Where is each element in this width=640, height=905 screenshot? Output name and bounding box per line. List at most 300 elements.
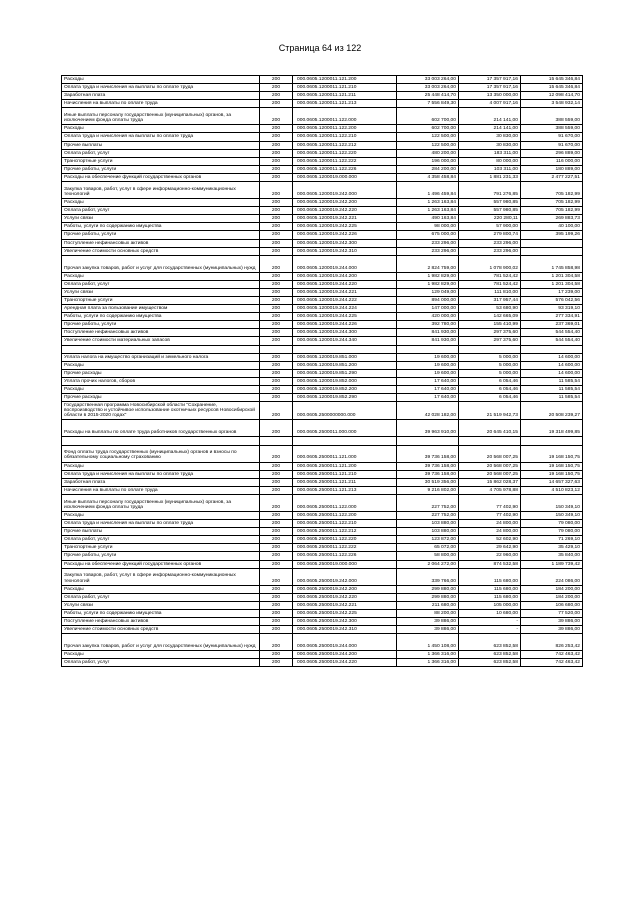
executed-amount-cell: 103 311,00: [459, 165, 521, 173]
unexecuted-amount-cell: 14 600,00: [521, 353, 583, 361]
approved-amount-cell: 30 519 356,00: [397, 478, 459, 486]
approved-amount-cell: 233 296,00: [397, 247, 459, 255]
line-code-cell: 200: [260, 420, 293, 437]
line-name-cell: Фонд оплаты труда государственных (муниципальных) органов и взносы по обязательному социальному страхованию: [62, 445, 260, 462]
table-row: [62, 462, 583, 470]
approved-amount-cell: 1 982 829,00: [397, 272, 459, 280]
approved-amount-cell: 841 930,00: [397, 337, 459, 345]
executed-amount-cell: 6 054,46: [459, 377, 521, 385]
budget-classification-cell: 000.0605.1200019.242.220: [293, 207, 397, 215]
approved-amount-cell: 17 640,00: [397, 394, 459, 402]
line-code-cell: 200: [260, 247, 293, 255]
table-row: [62, 321, 583, 329]
executed-amount-cell: 297 375,60: [459, 329, 521, 337]
unexecuted-amount-cell: [521, 247, 583, 255]
table-row: [62, 369, 583, 377]
executed-amount-cell: 233 296,00: [459, 239, 521, 247]
table-row: [62, 361, 583, 369]
unexecuted-amount-cell: 1 745 858,98: [521, 255, 583, 272]
budget-classification-cell: 000.0605.2500011.122.200: [293, 511, 397, 519]
unexecuted-amount-cell: 180 889,00: [521, 165, 583, 173]
line-code-cell: 200: [260, 386, 293, 394]
line-code-cell: 200: [260, 494, 293, 511]
executed-amount-cell: 233 296,00: [459, 247, 521, 255]
line-code-cell: [260, 345, 293, 353]
table-row: [62, 125, 583, 133]
table-row: [62, 165, 583, 173]
approved-amount-cell: 65 072,00: [397, 544, 459, 552]
approved-amount-cell: 39 736 158,00: [397, 462, 459, 470]
budget-classification-cell: 000.0605.1200019.244.221: [293, 288, 397, 296]
line-name-cell: Арендная плата за пользование имуществом: [62, 305, 260, 313]
budget-classification-cell: 000.0605.1200011.121.213: [293, 100, 397, 108]
line-code-cell: 200: [260, 617, 293, 625]
line-name-cell: [62, 437, 260, 445]
line-name-cell: Работы, услуги по содержанию имущества: [62, 313, 260, 321]
line-code-cell: 200: [260, 361, 293, 369]
approved-amount-cell: 2 064 272,00: [397, 560, 459, 568]
approved-amount-cell: 33 003 264,00: [397, 84, 459, 92]
budget-classification-cell: 000.0605.2500019.244.200: [293, 651, 397, 659]
unexecuted-amount-cell: 106 680,00: [521, 601, 583, 609]
executed-amount-cell: 623 852,58: [459, 634, 521, 651]
approved-amount-cell: 19 600,00: [397, 361, 459, 369]
approved-amount-cell: 39 736 158,00: [397, 470, 459, 478]
approved-amount-cell: 299 880,00: [397, 585, 459, 593]
table-row: [62, 141, 583, 149]
budget-classification-cell: 000.0605.2500019.244.000: [293, 634, 397, 651]
executed-amount-cell: 10 680,00: [459, 609, 521, 617]
line-name-cell: Увеличение стоимости материальных запасов: [62, 337, 260, 345]
executed-amount-cell: 21 519 942,73: [459, 402, 521, 420]
line-code-cell: 200: [260, 369, 293, 377]
approved-amount-cell: 894 000,00: [397, 296, 459, 304]
approved-amount-cell: 42 028 182,00: [397, 402, 459, 420]
budget-classification-cell: 000.0605.1200019.242.226: [293, 231, 397, 239]
line-code-cell: 200: [260, 149, 293, 157]
line-code-cell: 200: [260, 207, 293, 215]
approved-amount-cell: 392 780,00: [397, 321, 459, 329]
budget-classification-cell: [293, 437, 397, 445]
approved-amount-cell: 19 600,00: [397, 369, 459, 377]
line-name-cell: Иные выплаты персоналу государственных (муниципальных) органов, за исключением фонда оплаты труда: [62, 108, 260, 125]
unexecuted-amount-cell: 184 200,00: [521, 585, 583, 593]
unexecuted-amount-cell: 1 189 739,42: [521, 560, 583, 568]
table-row: [62, 478, 583, 486]
line-name-cell: Расходы: [62, 361, 260, 369]
line-name-cell: Закупка товаров, работ, услуг в сфере информационно-коммуникационных технологий: [62, 182, 260, 199]
table-row: [62, 568, 583, 585]
executed-amount-cell: 111 810,00: [459, 288, 521, 296]
approved-amount-cell: 284 200,00: [397, 165, 459, 173]
approved-amount-cell: 1 450 108,00: [397, 634, 459, 651]
executed-amount-cell: 623 852,58: [459, 651, 521, 659]
budget-classification-cell: 000.0605.2500011.121.200: [293, 462, 397, 470]
budget-classification-cell: 000.0605.1200019.242.200: [293, 199, 397, 207]
approved-amount-cell: 39 963 910,00: [397, 420, 459, 437]
unexecuted-amount-cell: 742 463,42: [521, 659, 583, 667]
unexecuted-amount-cell: 705 182,99: [521, 182, 583, 199]
line-name-cell: Услуги связи: [62, 601, 260, 609]
line-name-cell: Расходы: [62, 386, 260, 394]
executed-amount-cell: 115 680,00: [459, 568, 521, 585]
executed-amount-cell: 6 054,46: [459, 394, 521, 402]
executed-amount-cell: 279 800,74: [459, 231, 521, 239]
line-name-cell: [62, 345, 260, 353]
table-row: [62, 215, 583, 223]
line-name-cell: Прочие работы, услуги: [62, 321, 260, 329]
line-name-cell: Расходы на обеспечение функций государственных органов: [62, 560, 260, 568]
executed-amount-cell: 20 568 007,25: [459, 445, 521, 462]
executed-amount-cell: 20 645 410,15: [459, 420, 521, 437]
line-code-cell: 200: [260, 173, 293, 181]
line-name-cell: Расходы: [62, 199, 260, 207]
line-code-cell: 200: [260, 133, 293, 141]
budget-classification-cell: 000.0605.2500011.122.226: [293, 552, 397, 560]
line-name-cell: Прочие расходы: [62, 394, 260, 402]
budget-classification-cell: 000.0605.1200011.122.200: [293, 125, 397, 133]
line-code-cell: [260, 437, 293, 445]
line-name-cell: Прочие выплаты: [62, 528, 260, 536]
line-code-cell: 200: [260, 511, 293, 519]
line-name-cell: Поступление нефинансовых активов: [62, 239, 260, 247]
unexecuted-amount-cell: [521, 239, 583, 247]
unexecuted-amount-cell: 14 657 327,63: [521, 478, 583, 486]
unexecuted-amount-cell: 12 098 414,70: [521, 92, 583, 100]
line-code-cell: 200: [260, 552, 293, 560]
executed-amount-cell: 874 532,58: [459, 560, 521, 568]
budget-classification-cell: 000.0605.1200011.122.212: [293, 141, 397, 149]
line-code-cell: 200: [260, 215, 293, 223]
unexecuted-amount-cell: 1 201 304,58: [521, 272, 583, 280]
table-row: [62, 445, 583, 462]
executed-amount-cell: 17 357 917,16: [459, 76, 521, 84]
budget-classification-cell: 000.0605.1200019.244.300: [293, 329, 397, 337]
approved-amount-cell: 39 736 158,00: [397, 445, 459, 462]
executed-amount-cell: 15 862 028,37: [459, 478, 521, 486]
executed-amount-cell: 115 680,00: [459, 585, 521, 593]
budget-classification-cell: [293, 345, 397, 353]
line-code-cell: 200: [260, 659, 293, 667]
unexecuted-amount-cell: 79 080,00: [521, 528, 583, 536]
table-row: [62, 634, 583, 651]
table-row: [62, 437, 583, 445]
unexecuted-amount-cell: 71 269,10: [521, 536, 583, 544]
unexecuted-amount-cell: 150 349,10: [521, 494, 583, 511]
table-row: [62, 247, 583, 255]
table-row: [62, 585, 583, 593]
executed-amount-cell: 17 357 917,16: [459, 84, 521, 92]
unexecuted-amount-cell: 19 318 499,85: [521, 420, 583, 437]
unexecuted-amount-cell: 826 253,42: [521, 634, 583, 651]
line-name-cell: Расходы: [62, 272, 260, 280]
approved-amount-cell: 33 003 264,00: [397, 76, 459, 84]
executed-amount-cell: 52 602,90: [459, 536, 521, 544]
line-code-cell: 200: [260, 651, 293, 659]
approved-amount-cell: 1 366 316,00: [397, 651, 459, 659]
line-name-cell: Уплата налога на имущество организаций и земельного налога: [62, 353, 260, 361]
budget-classification-cell: 000.0605.2500011.121.000: [293, 445, 397, 462]
unexecuted-amount-cell: 576 042,56: [521, 296, 583, 304]
unexecuted-amount-cell: 39 886,00: [521, 626, 583, 634]
executed-amount-cell: 557 980,85: [459, 199, 521, 207]
line-code-cell: 200: [260, 84, 293, 92]
line-code-cell: 200: [260, 288, 293, 296]
executed-amount-cell: 155 410,99: [459, 321, 521, 329]
budget-classification-cell: 000.0605.1200019.851.200: [293, 361, 397, 369]
unexecuted-amount-cell: 15 645 346,84: [521, 84, 583, 92]
line-name-cell: Расходы на выплаты по оплате труда работников государственных органов: [62, 420, 260, 437]
unexecuted-amount-cell: 705 182,99: [521, 199, 583, 207]
line-code-cell: 200: [260, 199, 293, 207]
approved-amount-cell: 17 640,00: [397, 377, 459, 385]
table-row: [62, 173, 583, 181]
executed-amount-cell: 24 800,00: [459, 520, 521, 528]
line-code-cell: 200: [260, 76, 293, 84]
line-name-cell: Транспортные услуги: [62, 544, 260, 552]
approved-amount-cell: 299 880,00: [397, 593, 459, 601]
table-row: [62, 76, 583, 84]
line-code-cell: 200: [260, 394, 293, 402]
line-name-cell: Заработная плата: [62, 478, 260, 486]
line-code-cell: 200: [260, 223, 293, 231]
executed-amount-cell: 4 705 978,88: [459, 486, 521, 494]
approved-amount-cell: 1 366 316,00: [397, 659, 459, 667]
approved-amount-cell: 98 000,00: [397, 223, 459, 231]
executed-amount-cell: 57 900,00: [459, 223, 521, 231]
table-row: [62, 536, 583, 544]
budget-classification-cell: 000.0605.1200019.244.222: [293, 296, 397, 304]
executed-amount-cell: 1 078 900,02: [459, 255, 521, 272]
line-code-cell: 200: [260, 272, 293, 280]
table-row: [62, 313, 583, 321]
table-row: [62, 617, 583, 625]
unexecuted-amount-cell: 79 080,00: [521, 520, 583, 528]
line-code-cell: 200: [260, 353, 293, 361]
approved-amount-cell: 1 496 459,84: [397, 182, 459, 199]
line-name-cell: Иные выплаты персоналу государственных (муниципальных) органов, за исключением фонда оплаты труда: [62, 494, 260, 511]
line-code-cell: 200: [260, 313, 293, 321]
line-name-cell: Оплата работ, услуг: [62, 659, 260, 667]
budget-classification-cell: 000.0605.1200019.244.000: [293, 255, 397, 272]
line-code-cell: 200: [260, 305, 293, 313]
table-row: [62, 609, 583, 617]
unexecuted-amount-cell: 388 559,00: [521, 125, 583, 133]
budget-classification-cell: 000.0605.2500019.242.220: [293, 593, 397, 601]
executed-amount-cell: 24 800,00: [459, 528, 521, 536]
line-name-cell: Расходы: [62, 125, 260, 133]
unexecuted-amount-cell: 39 886,00: [521, 617, 583, 625]
table-row: [62, 182, 583, 199]
executed-amount-cell: 781 524,42: [459, 280, 521, 288]
executed-amount-cell: 53 680,90: [459, 305, 521, 313]
budget-classification-cell: 000.0605.1200019.244.225: [293, 313, 397, 321]
table-row: [62, 626, 583, 634]
executed-amount-cell: 30 830,00: [459, 133, 521, 141]
line-code-cell: 200: [260, 255, 293, 272]
approved-amount-cell: 490 163,84: [397, 215, 459, 223]
table-row: [62, 231, 583, 239]
approved-amount-cell: 196 000,00: [397, 157, 459, 165]
approved-amount-cell: 841 930,00: [397, 329, 459, 337]
executed-amount-cell: 142 665,09: [459, 313, 521, 321]
line-name-cell: Расходы: [62, 511, 260, 519]
unexecuted-amount-cell: 77 520,00: [521, 609, 583, 617]
unexecuted-amount-cell: 19 168 150,75: [521, 470, 583, 478]
executed-amount-cell: 220 280,11: [459, 215, 521, 223]
budget-classification-cell: 000.0605.1200011.121.210: [293, 84, 397, 92]
unexecuted-amount-cell: 40 100,00: [521, 223, 583, 231]
unexecuted-amount-cell: 91 670,00: [521, 141, 583, 149]
budget-classification-cell: 000.0605.2500019.242.310: [293, 626, 397, 634]
budget-classification-cell: 000.0605.2500011.121.213: [293, 486, 397, 494]
line-name-cell: Прочие работы, услуги: [62, 552, 260, 560]
approved-amount-cell: 129 049,00: [397, 288, 459, 296]
approved-amount-cell: 25 448 414,70: [397, 92, 459, 100]
table-row: [62, 511, 583, 519]
table-row: [62, 420, 583, 437]
approved-amount-cell: [397, 345, 459, 353]
table-row: [62, 528, 583, 536]
unexecuted-amount-cell: 184 200,00: [521, 593, 583, 601]
executed-amount-cell: 115 680,00: [459, 593, 521, 601]
line-name-cell: Закупка товаров, работ, услуг в сфере информационно-коммуникационных технологий: [62, 568, 260, 585]
line-name-cell: Прочие выплаты: [62, 141, 260, 149]
unexecuted-amount-cell: 11 585,54: [521, 394, 583, 402]
executed-amount-cell: [459, 437, 521, 445]
line-code-cell: 200: [260, 329, 293, 337]
unexecuted-amount-cell: 237 369,01: [521, 321, 583, 329]
line-code-cell: 200: [260, 402, 293, 420]
table-row: [62, 84, 583, 92]
table-row: [62, 255, 583, 272]
table-row: [62, 486, 583, 494]
budget-classification-cell: 000.0605.2500011.000.000: [293, 420, 397, 437]
approved-amount-cell: 1 263 163,84: [397, 207, 459, 215]
budget-classification-cell: 000.0605.2500019.242.221: [293, 601, 397, 609]
table-row: [62, 659, 583, 667]
unexecuted-amount-cell: 93 319,10: [521, 305, 583, 313]
budget-classification-cell: 000.0605.1200019.852.200: [293, 386, 397, 394]
unexecuted-amount-cell: 269 883,73: [521, 215, 583, 223]
executed-amount-cell: 20 568 007,25: [459, 462, 521, 470]
unexecuted-amount-cell: 544 554,40: [521, 337, 583, 345]
line-name-cell: Оплата труда и начисления на выплаты по оплате труда: [62, 470, 260, 478]
executed-amount-cell: 791 276,85: [459, 182, 521, 199]
executed-amount-cell: 13 350 000,00: [459, 92, 521, 100]
table-row: [62, 544, 583, 552]
line-code-cell: 200: [260, 239, 293, 247]
line-code-cell: 200: [260, 560, 293, 568]
approved-amount-cell: 9 216 802,00: [397, 486, 459, 494]
budget-classification-cell: 000.0605.1200019.244.224: [293, 305, 397, 313]
budget-classification-cell: 000.0605.1200011.122.220: [293, 149, 397, 157]
budget-classification-cell: 000.0605.1200019.000.000: [293, 173, 397, 181]
budget-classification-cell: 000.0605.1200019.242.221: [293, 215, 397, 223]
line-code-cell: 200: [260, 486, 293, 494]
line-name-cell: Оплата труда и начисления на выплаты по оплате труда: [62, 133, 260, 141]
unexecuted-amount-cell: 388 559,00: [521, 108, 583, 125]
table-row: [62, 157, 583, 165]
line-name-cell: Прочие работы, услуги: [62, 231, 260, 239]
unexecuted-amount-cell: [521, 345, 583, 353]
line-code-cell: 200: [260, 92, 293, 100]
approved-amount-cell: 602 700,00: [397, 108, 459, 125]
unexecuted-amount-cell: 705 182,99: [521, 207, 583, 215]
executed-amount-cell: 4 007 917,16: [459, 100, 521, 108]
executed-amount-cell: -: [459, 617, 521, 625]
budget-classification-cell: 000.0605.2500011.121.210: [293, 470, 397, 478]
table-row: [62, 470, 583, 478]
table-row: [62, 402, 583, 420]
line-name-cell: Оплата труда и начисления на выплаты по оплате труда: [62, 84, 260, 92]
budget-classification-cell: 000.0605.1200019.852.290: [293, 394, 397, 402]
line-name-cell: Оплата труда и начисления на выплаты по оплате труда: [62, 520, 260, 528]
unexecuted-amount-cell: 395 199,26: [521, 231, 583, 239]
line-code-cell: 200: [260, 231, 293, 239]
budget-classification-cell: 000.0605.2500011.122.212: [293, 528, 397, 536]
budget-classification-cell: 000.0605.2500019.242.200: [293, 585, 397, 593]
budget-classification-cell: 000.0605.1200019.244.340: [293, 337, 397, 345]
unexecuted-amount-cell: 11 585,54: [521, 377, 583, 385]
executed-amount-cell: 781 524,42: [459, 272, 521, 280]
line-code-cell: 200: [260, 626, 293, 634]
line-code-cell: 200: [260, 520, 293, 528]
line-name-cell: Оплата работ, услуг: [62, 207, 260, 215]
approved-amount-cell: 211 680,00: [397, 601, 459, 609]
table-row: [62, 92, 583, 100]
approved-amount-cell: 480 200,00: [397, 149, 459, 157]
executed-amount-cell: 297 375,60: [459, 337, 521, 345]
table-row: [62, 305, 583, 313]
unexecuted-amount-cell: 14 600,00: [521, 369, 583, 377]
unexecuted-amount-cell: 277 334,91: [521, 313, 583, 321]
budget-classification-cell: 000.0605.2500019.244.220: [293, 659, 397, 667]
budget-classification-cell: 000.0605.1200019.242.000: [293, 182, 397, 199]
unexecuted-amount-cell: 150 349,10: [521, 511, 583, 519]
executed-amount-cell: 105 000,00: [459, 601, 521, 609]
table-row: [62, 601, 583, 609]
line-name-cell: Расходы: [62, 76, 260, 84]
executed-amount-cell: 6 054,46: [459, 386, 521, 394]
table-row: [62, 520, 583, 528]
line-name-cell: Расходы на обеспечение функций государственных органов: [62, 173, 260, 181]
line-name-cell: Транспортные услуги: [62, 296, 260, 304]
line-code-cell: 200: [260, 125, 293, 133]
budget-classification-cell: 000.0605.2500019.242.225: [293, 609, 397, 617]
line-name-cell: Транспортные услуги: [62, 157, 260, 165]
table-row: [62, 337, 583, 345]
line-name-cell: Прочие работы, услуги: [62, 165, 260, 173]
line-name-cell: Поступление нефинансовых активов: [62, 329, 260, 337]
budget-classification-cell: 000.0605.1200011.121.211: [293, 92, 397, 100]
line-name-cell: Работы, услуги по содержанию имущества: [62, 609, 260, 617]
line-name-cell: Прочая закупка товаров, работ и услуг для государственных (муниципальных) нужд: [62, 255, 260, 272]
page-number-header: Страница 64 из 122: [278, 43, 362, 53]
line-code-cell: 200: [260, 321, 293, 329]
line-name-cell: Оплата работ, услуг: [62, 280, 260, 288]
unexecuted-amount-cell: 35 840,00: [521, 552, 583, 560]
line-code-cell: 200: [260, 544, 293, 552]
line-code-cell: 200: [260, 568, 293, 585]
budget-classification-cell: 000.0605.1200011.121.200: [293, 76, 397, 84]
line-name-cell: Расходы: [62, 462, 260, 470]
table-row: [62, 133, 583, 141]
approved-amount-cell: [397, 437, 459, 445]
budget-classification-cell: 000.0605.2500011.122.210: [293, 520, 397, 528]
budget-classification-cell: 000.0605.1200011.122.226: [293, 165, 397, 173]
line-name-cell: Работы, услуги по содержанию имущества: [62, 223, 260, 231]
